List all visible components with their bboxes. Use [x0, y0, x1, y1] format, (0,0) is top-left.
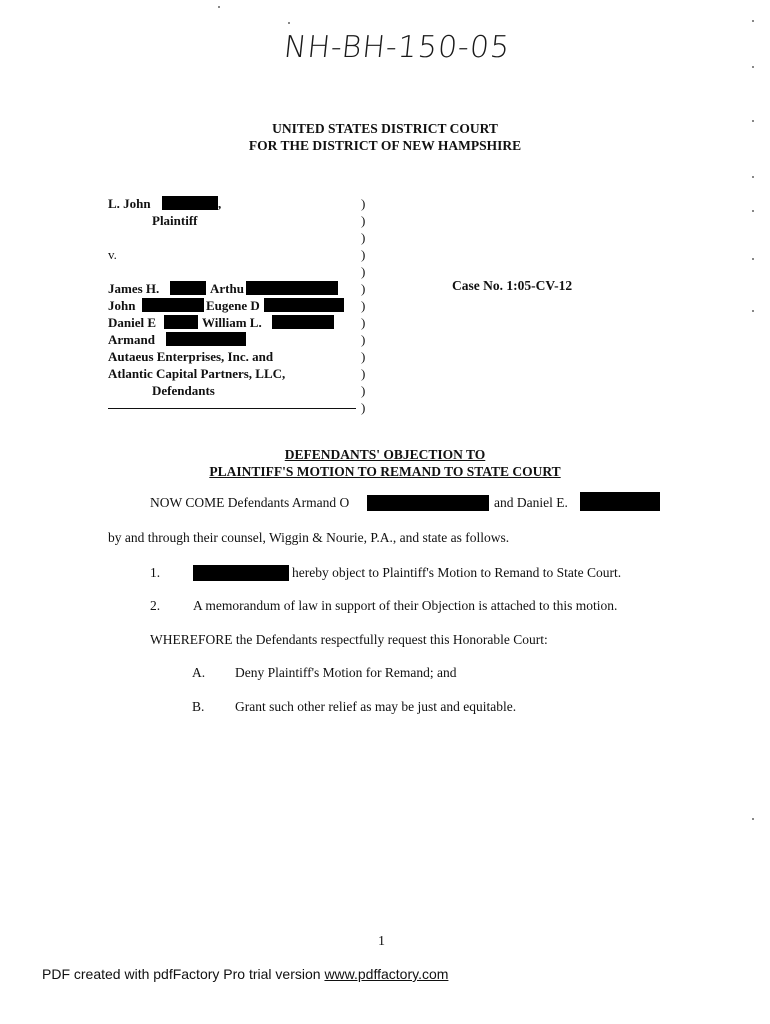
scan-speck: [752, 258, 754, 260]
defendant-line-5: Autaeus Enterprises, Inc. and: [108, 349, 274, 364]
redaction-block: [166, 332, 246, 346]
item-2-text: A memorandum of law in support of their Objection is attached to this motion.: [193, 598, 618, 613]
footer-link[interactable]: www.pdffactory.com: [324, 966, 449, 982]
pdf-footer: [42, 966, 448, 982]
court-name: UNITED STATES DISTRICT COURT: [272, 121, 498, 136]
defendant-line-3b: William L.: [202, 315, 262, 330]
case-number: Case No. 1:05-CV-12: [452, 278, 573, 293]
court-header: [0, 120, 770, 154]
defendant-line-1b: Arthu: [210, 281, 244, 296]
redaction-block: [264, 298, 344, 312]
scan-speck: [752, 66, 754, 68]
court-district: FOR THE DISTRICT OF NEW HAMPSHIRE: [248, 138, 522, 153]
redaction-block: [162, 196, 218, 210]
item-b-letter: B.: [192, 699, 205, 714]
intro-text-b: and Daniel E.: [494, 495, 568, 510]
scan-speck: [288, 22, 290, 24]
plaintiff-comma: ,: [218, 196, 222, 211]
caption-parentheses: ) ) ) ) ) ) ) ) ) ) ) ) ): [361, 196, 366, 415]
item-a-letter: A.: [192, 665, 206, 680]
defendant-line-3a: Daniel E: [108, 315, 157, 330]
item-1-text: hereby object to Plaintiff's Motion to Remand to State Court.: [292, 565, 622, 580]
defendant-line-2b: Eugene D: [206, 298, 260, 313]
footer-text: PDF created with pdfFactory Pro trial version: [42, 966, 325, 982]
scan-speck: [752, 310, 754, 312]
scan-speck: [752, 120, 754, 122]
intro-text-a: NOW COME Defendants Armand O: [150, 495, 350, 510]
scan-speck: [752, 818, 754, 820]
redaction-block: [246, 281, 338, 295]
item-1-number: 1.: [150, 565, 161, 580]
plaintiff-role: Plaintiff: [152, 213, 198, 228]
redaction-block: [272, 315, 334, 329]
defendant-line-2a: John: [108, 298, 136, 313]
defendant-line-4: Armand: [108, 332, 155, 347]
scan-speck: [752, 20, 754, 22]
plaintiff-name: L. John: [108, 196, 151, 211]
defendants-role: Defendants: [152, 383, 215, 398]
title-line-1: DEFENDANTS' OBJECTION TO: [284, 447, 486, 462]
page-number: 1: [378, 934, 385, 949]
scan-speck: [752, 176, 754, 178]
intro-text-c: by and through their counsel, Wiggin & Nourie, P.A., and state as follows.: [108, 530, 510, 545]
redaction-block: [142, 298, 204, 312]
scan-speck: [218, 6, 220, 8]
title-line-2: PLAINTIFF'S MOTION TO REMAND TO STATE COURT: [209, 464, 561, 479]
item-2-number: 2.: [150, 598, 161, 613]
document-title: [0, 446, 770, 480]
redaction-block: [367, 495, 489, 511]
handwritten-case-id: NH-BH-150-05: [282, 30, 512, 65]
wherefore-text: WHEREFORE the Defendants respectfully request this Honorable Court:: [150, 632, 548, 647]
defendant-line-6: Atlantic Capital Partners, LLC,: [108, 366, 286, 381]
item-b-text: Grant such other relief as may be just and equitable.: [235, 699, 517, 714]
defendant-line-1a: James H.: [108, 281, 160, 296]
scan-speck: [752, 210, 754, 212]
item-a-text: Deny Plaintiff's Motion for Remand; and: [235, 665, 457, 680]
redaction-block: [164, 315, 198, 329]
versus: v.: [108, 247, 117, 262]
redaction-block: [193, 565, 289, 581]
redaction-block: [580, 492, 660, 511]
redaction-block: [170, 281, 206, 295]
caption-rule: [108, 408, 356, 409]
